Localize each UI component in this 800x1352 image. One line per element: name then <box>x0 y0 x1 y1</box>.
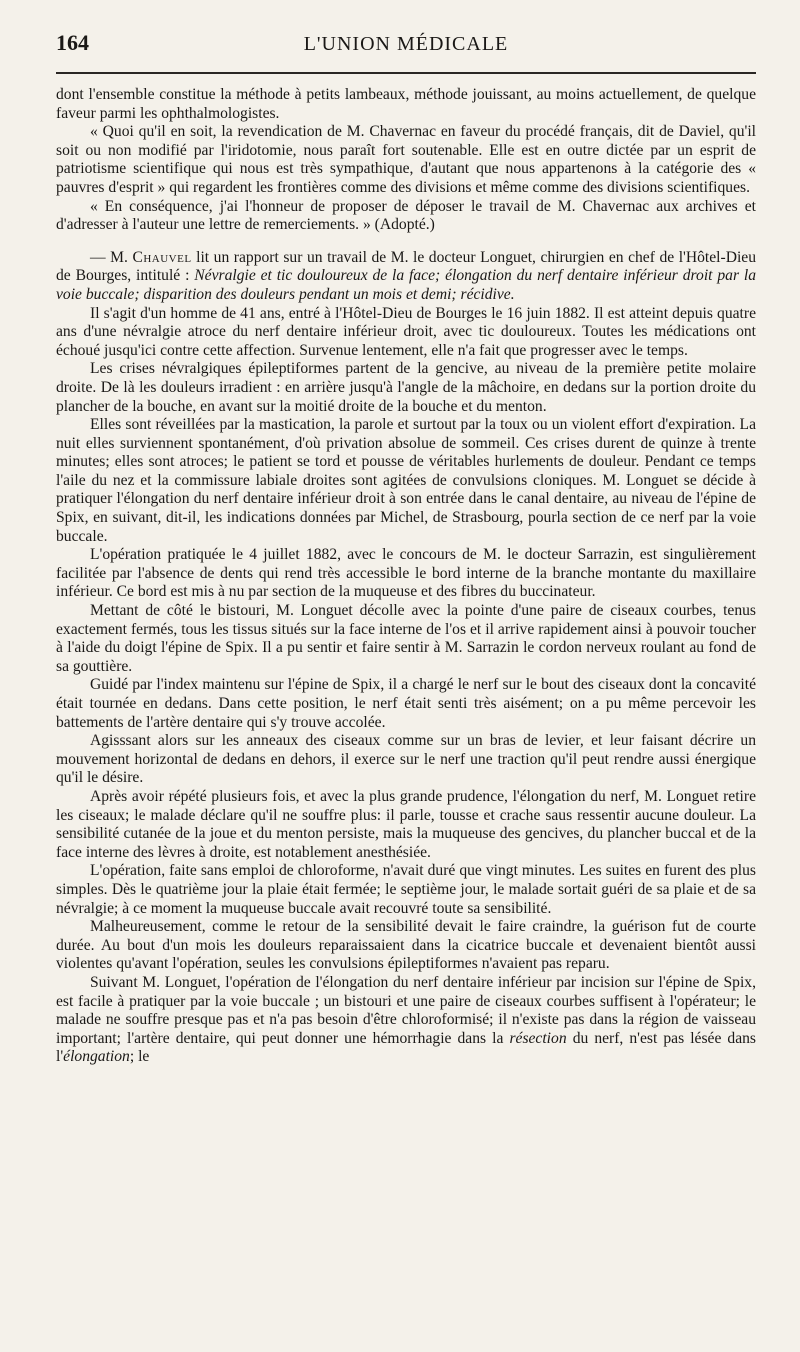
paragraph <box>56 974 756 1067</box>
paragraph: dont l'ensemble constitue la méthode à petits lambeaux, méthode jouissant, au moins actuellement, de quelque faveur parmi les ophthalmologistes. <box>56 86 756 122</box>
emphasis: élongation <box>63 1048 130 1066</box>
paragraph: « En conséquence, j'ai l'honneur de proposer de déposer le travail de M. Chavernac aux archives et d'adresser à l'auteur une lettre de remerciements. » (Adopté.) <box>56 197 756 234</box>
text-run: du nerf, n'est pas lésée dans l' <box>56 1029 757 1066</box>
report-paragraph <box>56 249 756 305</box>
paragraph: Elles sont réveillées par la mastication, la parole et surtout par la toux ou un violent effort d'expiration. La nuit elles surviennent spontanément, d'où privation absolue de sommeil. Ces crises durent de quinze à trente minutes; elles sont atroces; le patient se tord et pousse de véritables hurlements de douleur. Pendant ce temps l'aile du nez et la commissure labiale droites sont agitées de convulsions cloniques. M. Longuet se décide à pratiquer l'élongation du nerf dentaire inférieur droit à son entrée dans le canal dentaire, au niveau de l'épine de Spix, en suivant, dit-il, les indications données par Michel, de Strasbourg, pourla section de ce nerf par la voie buccale. <box>56 416 756 545</box>
paragraph: Les crises névralgiques épileptiformes partent de la gencive, au niveau de la première petite molaire droite. De là les douleurs irradient : en arrière jusqu'à l'angle de la mâchoire, en dedans sur la portion droite du plancher de la bouche, en avant sur la moitié droite de la bouche et du menton. <box>56 360 756 415</box>
emphasis: résection <box>509 1029 567 1047</box>
reporter-name: Chauvel <box>132 248 192 266</box>
report-title: Névralgie et tic douloureux de la face; élongation du nerf dentaire inférieur droit par la voie buccale; disparition des douleurs pendant un mois et demi; récidive. <box>56 267 756 303</box>
page-number: 164 <box>56 30 89 55</box>
paragraph: Mettant de côté le bistouri, M. Longuet décolle avec la pointe d'une paire de ciseaux courbes, tenus exactement fermés, tous les tissus situés sur la face interne de l'os et il arrive rapidement ainsi à pouvoir toucher à l'aide du doigt l'épine de Spix. Il a pu sentir et faire sentir à M. Sarrazin le cordon nerveux roulant au fond de sa gouttière. <box>56 602 756 675</box>
text-run: ; le <box>129 1048 150 1066</box>
paragraph: Après avoir répété plusieurs fois, et avec la plus grande prudence, l'élongation du nerf, M. Longuet retire les ciseaux; le malade déclare qu'il ne souffre plus: il parle, tousse et crache saus ressentir aucune douleur. La sensibilité cutanée de la joue et du menton persiste, mais la muqueuse des gencives, du plancher buccal et de la face interne des lèvres à droite, est notablement anesthésiée. <box>56 787 756 861</box>
article-body <box>56 86 756 1067</box>
page-header <box>56 30 756 64</box>
text-run: Suivant M. Longuet, l'opération de l'élongation du nerf dentaire inférieur par incision sur l'épine de Spix, est facile à pratiquer par la voie buccale ; un bistouri et une paire de ciseaux courbes suffisent à l'opérateur; le malade ne souffre presque pas et n'a pas besoin d'être chloroformisé; il n'existe pas dans la région de vaisseau important; l'artère dentaire, qui peut donner une hémorrhagie dans la <box>56 973 756 1047</box>
header-rule <box>56 72 756 74</box>
paragraph: Guidé par l'index maintenu sur l'épine de Spix, il a chargé le nerf sur le bout des ciseaux dont la concavité était tournée en dedans. Dans cette position, le nerf était senti très aisément; on a pu même percevoir les battements de l'artère dentaire qui s'y trouve accolée. <box>56 676 756 731</box>
paragraph: Il s'agit d'un homme de 41 ans, entré à l'Hôtel-Dieu de Bourges le 16 juin 1882. Il est atteint depuis quatre ans d'une névralgie atroce du nerf dentaire inférieur droit, avec tic douloureux. Toutes les médications ont échoué jusqu'ici contre cette affection. Survenue lentement, elle n'a fait que progresser avec le temps. <box>56 304 756 359</box>
paragraph: Malheureusement, comme le retour de la sensibilité devait le faire craindre, la guérison fut de courte durée. Au bout d'un mois les douleurs reparaissaient dans la cicatrice buccale et devenaient bientôt aussi violentes qu'avant l'opération, seules les convulsions épileptiformes n'avaient pas reparu. <box>56 918 756 973</box>
report-lead: — M. <box>90 248 128 266</box>
paragraph: L'opération pratiquée le 4 juillet 1882, avec le concours de M. le docteur Sarrazin, est singulièrement facilitée par l'absence de dents qui rend très accessible le bord interne de la branche montante du maxillaire inférieur. Ce bord est mis à nu par section de la muqueuse et des fibres du buccinateur. <box>56 546 756 601</box>
report-text: lit un rapport sur un travail de M. le docteur Longuet, chirurgien en chef de l'Hôtel-Dieu de Bourges, intitulé : <box>56 248 757 285</box>
paragraph: L'opération, faite sans emploi de chloroforme, n'avait duré que vingt minutes. Les suites en furent des plus simples. Dès le quatrième jour la plaie était fermée; le septième jour, le malade sortait guéri de sa plaie et de sa névralgie; à ce moment la muqueuse buccale avait recouvré toute sa sensibilité. <box>56 862 756 917</box>
paragraph: Agisssant alors sur les anneaux des ciseaux comme sur un bras de levier, et leur faisant décrire un mouvement horizontal de dedans en dehors, il exerce sur le nerf une traction qu'il peut rendre aussi énergique qu'il le désire. <box>56 732 756 787</box>
paragraph: « Quoi qu'il en soit, la revendication de M. Chavernac en faveur du procédé français, dit de Daviel, qu'il soit ou non modifié par l'iridotomie, nous paraît fort soutenable. Elle est en outre dictée par un esprit de patriotisme scientifique qui nous est très sympathique, d'autant que nous appartenons à la catégorie des « pauvres d'esprit » qui regardent les frontières comme des divisions et même comme des divisions scientifiques. <box>56 123 756 196</box>
running-title: L'UNION MÉDICALE <box>303 33 509 55</box>
